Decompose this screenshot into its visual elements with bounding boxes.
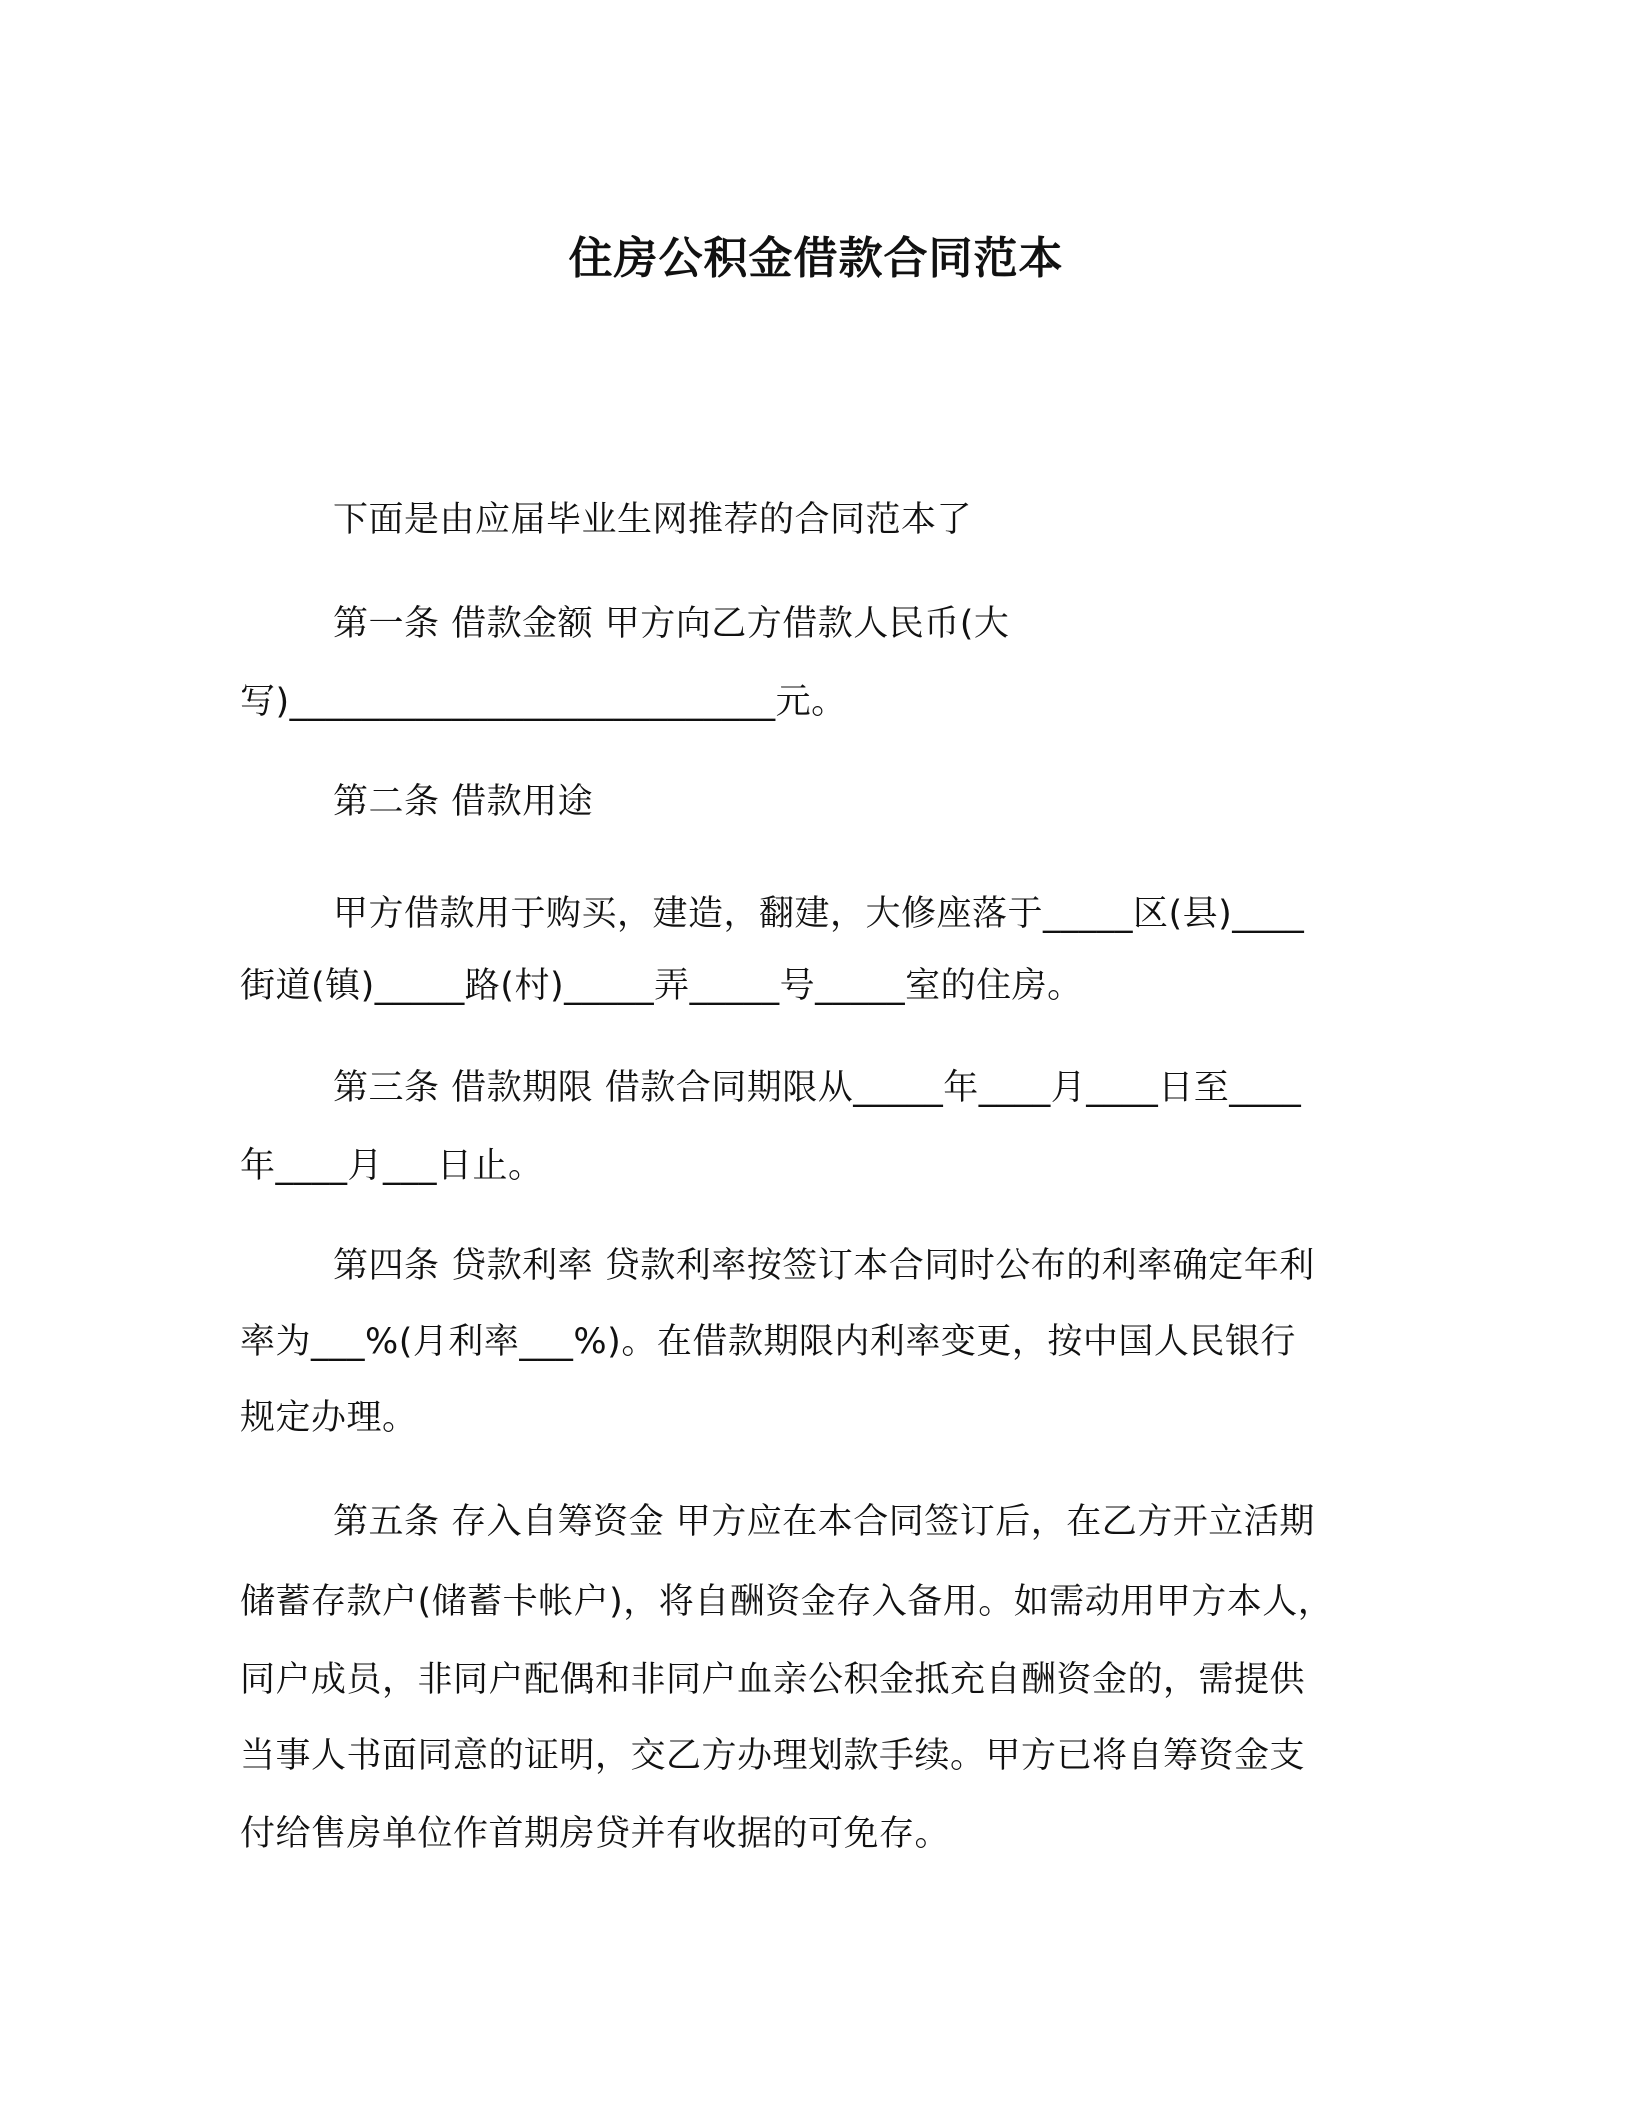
- article1-line2: 写)___________________________元。: [240, 682, 847, 722]
- article2-line1: 甲方借款用于购买，建造，翻建，大修座落于_____区(县)____: [333, 894, 1305, 934]
- intro-line: 下面是由应届毕业生网推荐的合同范本了: [333, 500, 973, 540]
- article5-line1: 第五条 存入自筹资金 甲方应在本合同签订后，在乙方开立活期: [333, 1502, 1315, 1542]
- article4-line2: 率为___%(月利率___%)。在借款期限内利率变更，按中国人民银行: [240, 1322, 1296, 1362]
- article3-line1: 第三条 借款期限 借款合同期限从_____年____月____日至____: [333, 1068, 1302, 1108]
- article3-line2: 年____月___日止。: [240, 1146, 544, 1186]
- article1-line1: 第一条 借款金额 甲方向乙方借款人民币(大: [333, 604, 1010, 644]
- article5-line3: 同户成员，非同户配偶和非同户血亲公积金抵充自酬资金的，需提供: [240, 1660, 1306, 1700]
- article5-line5: 付给售房单位作首期房贷并有收据的可免存。: [240, 1814, 951, 1854]
- article4-line3: 规定办理。: [240, 1398, 418, 1438]
- document-title: 住房公积金借款合同范本: [568, 233, 1064, 284]
- article2-line2: 街道(镇)_____路(村)_____弄_____号_____室的住房。: [240, 966, 1083, 1006]
- article4-line1: 第四条 贷款利率 贷款利率按签订本合同时公布的利率确定年利: [333, 1246, 1315, 1286]
- article5-line2: 储蓄存款户(储蓄卡帐户)，将自酬资金存入备用。如需动用甲方本人，: [240, 1582, 1334, 1622]
- article2-heading: 第二条 借款用途: [333, 782, 594, 822]
- article5-line4: 当事人书面同意的证明，交乙方办理划款手续。甲方已将自筹资金支: [240, 1736, 1306, 1776]
